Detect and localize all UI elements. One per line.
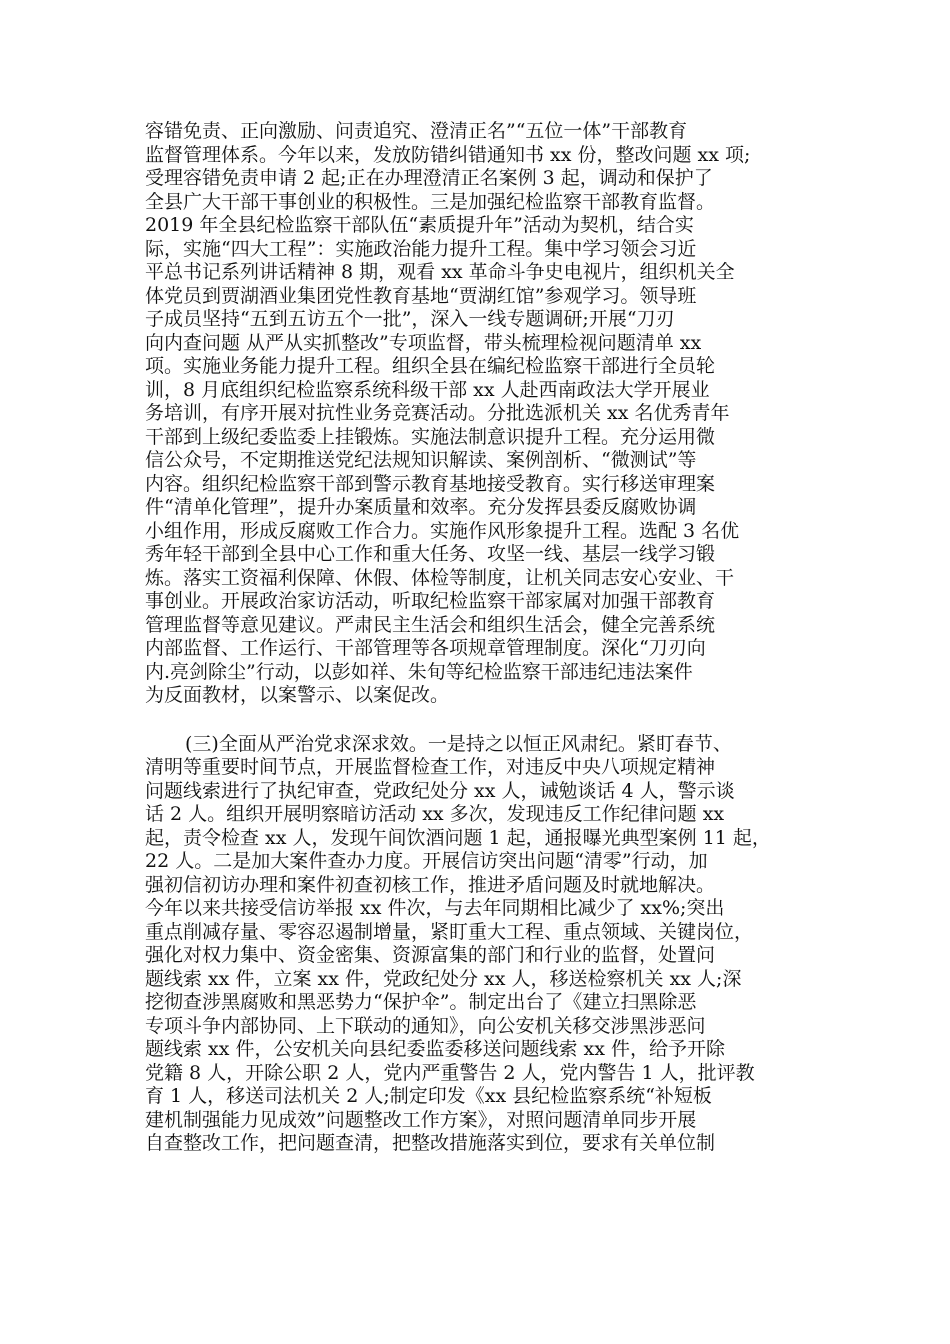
text-line: 清明等重要时间节点，开展监督检查工作，对违反中央八项规定精神 — [145, 756, 716, 778]
text-line: 题线索 xx 件，立案 xx 件，党政纪处分 xx 人，移送检察机关 xx 人;深 — [145, 967, 742, 990]
text-line: 22 人。二是加大案件查办力度。开展信访突出问题“清零”行动，加 — [145, 850, 708, 872]
text-line: 题线索 xx 件，公安机关向县纪委监委移送问题线索 xx 件，给予开除 — [145, 1038, 726, 1060]
text-line: 重点削减存量、零容忍遏制增量，紧盯重大工程、重点领域、关键岗位， — [145, 920, 754, 943]
text-line: 事创业。开展政治家访活动，听取纪检监察干部家属对加强干部教育 — [145, 590, 716, 612]
text-line: 受理容错免责申请 2 起;正在办理澄清正名案例 3 起，调动和保护了 — [145, 167, 713, 189]
text-line: 起，责令检查 xx 人，发现午间饮酒问题 1 起，通报曝光典型案例 11 起， — [145, 826, 771, 849]
text-line: 信公众号，不定期推送党纪法规知识解读、案例剖析、“微测试”等 — [145, 449, 697, 471]
text-line: 全县广大干部干事创业的积极性。三是加强纪检监察干部教育监督。 — [145, 190, 716, 213]
document-body — [145, 120, 815, 1156]
text-line: 管理监督等意见建议。严肃民主生活会和组织生活会，健全完善系统 — [145, 613, 716, 636]
text-line: 党籍 8 人，开除公职 2 人，党内严重警告 2 人，党内警告 1 人，批评教 — [145, 1061, 755, 1084]
text-line: 2019 年全县纪检监察干部队伍“素质提升年”活动为契机，结合实 — [145, 214, 694, 236]
text-line: 体党员到贾湖酒业集团党性教育基地“贾湖红馆”参观学习。领导班 — [145, 284, 697, 307]
text-line: 干部到上级纪委监委上挂锻炼。实施法制意识提升工程。充分运用微 — [145, 425, 716, 448]
text-line: 自查整改工作，把问题查清，把整改措施落实到位，要求有关单位制 — [145, 1132, 716, 1154]
text-line: 内容。组织纪检监察干部到警示教育基地接受教育。实行移送审理案 — [145, 472, 716, 495]
text-line: 建机制强能力见成效”问题整改工作方案》，对照问题清单同步开展 — [145, 1108, 697, 1131]
text-line: 内部监督、工作运行、干部管理等各项规章管理制度。深化“刀刃向 — [145, 637, 706, 659]
text-line: 强初信初访办理和案件初查初核工作，推进矛盾问题及时就地解决。 — [145, 873, 716, 896]
text-line: (三)全面从严治党求深求效。一是持之以恒正风肃纪。紧盯春节、 — [185, 732, 732, 755]
text-line: 向内查问题 从严从实抓整改”专项监督，带头梳理检视问题清单 xx — [145, 331, 702, 354]
text-line: 今年以来共接受信访举报 xx 件次，与去年同期相比减少了 xx%;突出 — [145, 897, 725, 919]
paragraph — [145, 733, 815, 1156]
text-line: 小组作用，形成反腐败工作合力。实施作风形象提升工程。选配 3 名优 — [145, 519, 740, 542]
text-line: 际，实施“四大工程”：实施政治能力提升工程。集中学习领会习近 — [145, 237, 697, 260]
text-line: 为反面教材，以案警示、以案促改。 — [145, 684, 450, 706]
text-line: 强化对权力集中、资金密集、资源富集的部门和行业的监督，处置问 — [145, 944, 716, 966]
text-line: 平总书记系列讲话精神 8 期，观看 xx 革命斗争史电视片，组织机关全 — [145, 261, 735, 283]
paragraph-gap — [145, 708, 815, 733]
text-line: 话 2 人。组织开展明察暗访活动 xx 多次，发现违反工作纪律问题 xx — [145, 803, 725, 825]
text-line: 专项斗争内部协同、上下联动的通知》，向公安机关移交涉黑涉恶问 — [145, 1014, 706, 1037]
text-line: 内.亮剑除尘”行动，以彭如祥、朱旬等纪检监察干部违纪违法案件 — [145, 660, 693, 683]
text-line: 子成员坚持“五到五访五个一批”，深入一线专题调研;开展“刀刃 — [145, 308, 675, 330]
text-line: 育 1 人，移送司法机关 2 人;制定印发《xx 县纪检监察系统“补短板 — [145, 1085, 712, 1107]
text-line: 炼。落实工资福利保障、休假、体检等制度，让机关同志安心安业、干 — [145, 566, 735, 589]
text-line: 训，8 月底组织纪检监察系统科级干部 xx 人赴西南政法大学开展业 — [145, 378, 710, 401]
text-line: 务培训，有序开展对抗性业务竞赛活动。分批选派机关 xx 名优秀青年 — [145, 402, 730, 424]
text-line: 挖彻查涉黑腐败和黑恶势力“保护伞”。制定出台了《建立扫黑除恶 — [145, 991, 697, 1013]
text-line: 容错免责、正向激励、问责追究、澄清正名”“五位一体”干部教育 — [145, 120, 688, 142]
text-line: 秀年轻干部到全县中心工作和重大任务、攻坚一线、基层一线学习锻 — [145, 543, 716, 565]
text-line: 项。实施业务能力提升工程。组织全县在编纪检监察干部进行全员轮 — [145, 355, 716, 377]
text-line: 问题线索进行了执纪审查，党政纪处分 xx 人，诫勉谈话 4 人，警示谈 — [145, 779, 735, 802]
text-line: 件“清单化管理”，提升办案质量和效率。充分发挥县委反腐败协调 — [145, 496, 697, 518]
paragraph — [145, 120, 815, 708]
text-line: 监督管理体系。今年以来，发放防错纠错通知书 xx 份，整改问题 xx 项; — [145, 143, 751, 166]
